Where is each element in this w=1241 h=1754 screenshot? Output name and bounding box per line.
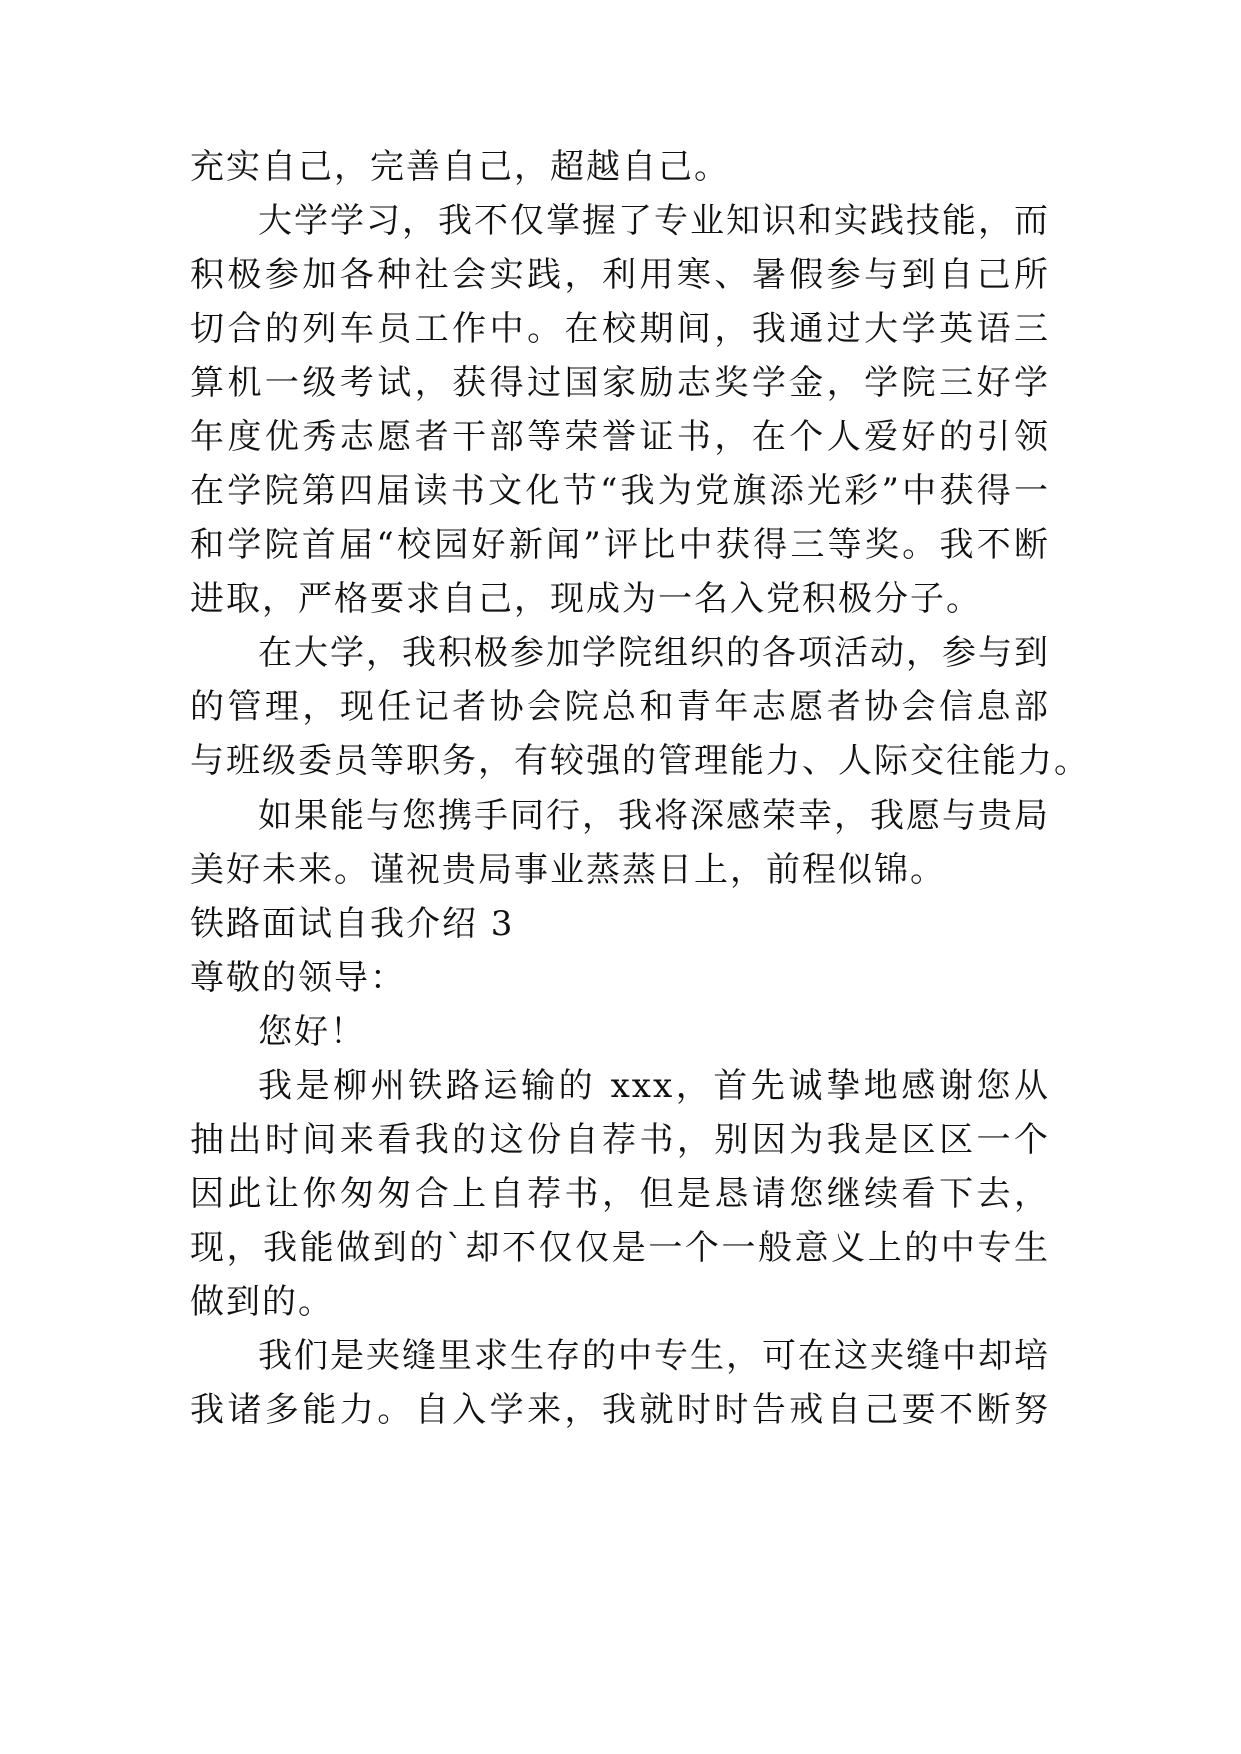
- paragraph-line: 年度优秀志愿者干部等荣誉证书，在个人爱好的引领: [190, 417, 1050, 457]
- paragraph-line: 我是柳州铁路运输的 xxx，首先诚挚地感谢您从: [258, 1066, 1050, 1106]
- paragraph-line: 我们是夹缝里求生存的中专生，可在这夹缝中却培: [258, 1336, 1050, 1376]
- paragraph-line: 与班级委员等职务，有较强的管理能力、人际交往能力。: [190, 741, 1090, 781]
- paragraph-line: 抽出时间来看我的这份自荐书，别因为我是区区一个: [190, 1120, 1050, 1160]
- paragraph-line: 美好未来。谨祝贵局事业蒸蒸日上，前程似锦。: [190, 850, 946, 890]
- paragraph-line: 切合的列车员工作中。在校期间，我通过大学英语三: [190, 309, 1050, 349]
- paragraph-line: 因此让你匆匆合上自荐书，但是恳请您继续看下去，: [190, 1174, 1050, 1214]
- greeting: 您好！: [258, 1012, 366, 1052]
- paragraph-line: 积极参加各种社会实践，利用寒、暑假参与到自己所: [190, 255, 1050, 295]
- paragraph-line: 现，我能做到的`却不仅仅是一个一般意义上的中专生: [190, 1228, 1050, 1268]
- paragraph-line: 和学院首届“校园好新闻”评比中获得三等奖。我不断: [190, 525, 1050, 565]
- section-heading: 铁路面试自我介绍 3: [190, 904, 515, 944]
- paragraph-line: 我诸多能力。自入学来，我就时时告戒自己要不断努: [190, 1390, 1050, 1430]
- paragraph-line: 在学院第四届读书文化节“我为党旗添光彩”中获得一: [190, 471, 1050, 511]
- salutation: 尊敬的领导：: [190, 958, 406, 998]
- paragraph-line: 的管理，现任记者协会院总和青年志愿者协会信息部: [190, 687, 1050, 727]
- paragraph-line: 大学学习，我不仅掌握了专业知识和实践技能，而: [258, 201, 1050, 241]
- paragraph-line: 算机一级考试，获得过国家励志奖学金，学院三好学: [190, 363, 1050, 403]
- paragraph-line: 充实自己，完善自己，超越自己。: [190, 147, 730, 187]
- paragraph-line: 在大学，我积极参加学院组织的各项活动，参与到: [258, 633, 1050, 673]
- paragraph-line: 做到的。: [190, 1282, 334, 1322]
- paragraph-line: 进取，严格要求自己，现成为一名入党积极分子。: [190, 579, 982, 619]
- paragraph-line: 如果能与您携手同行，我将深感荣幸，我愿与贵局: [258, 796, 1050, 836]
